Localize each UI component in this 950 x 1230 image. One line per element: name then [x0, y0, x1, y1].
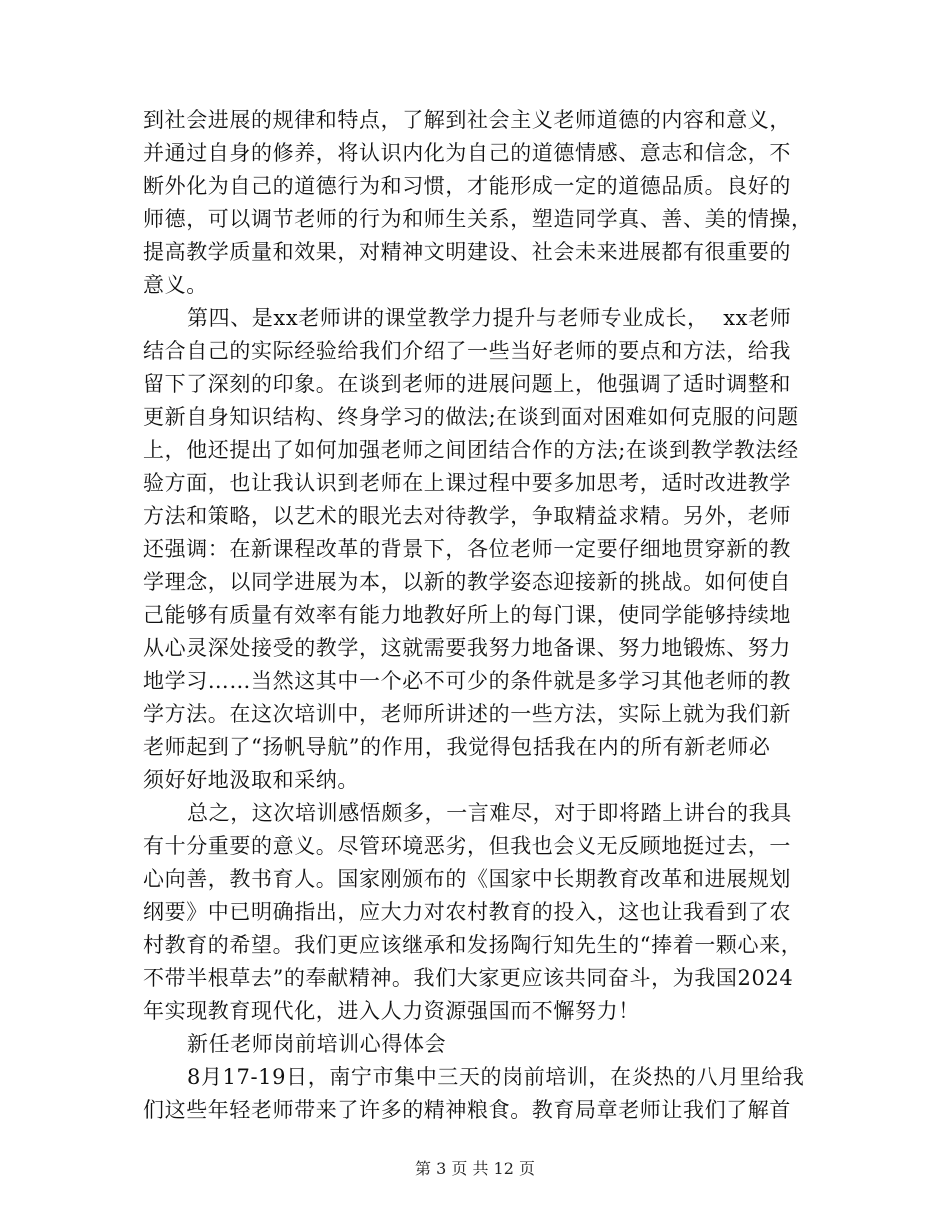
- text-line: 到社会进展的规律和特点，了解到社会主义老师道德的内容和意义，: [143, 108, 791, 132]
- text-line: 并通过自身的修养，将认识内化为自己的道德情感、意志和信念，不: [143, 141, 791, 165]
- text-line: 年实现教育现代化，进入人力资源强国而不懈努力！: [143, 999, 640, 1023]
- paragraph-first-line: 总之，这次培训感悟颇多，一言难尽，对于即将踏上讲台的我具: [187, 801, 792, 825]
- text-line: 们这些年轻老师带来了许多的精神粮食。教育局章老师让我们了解首: [143, 1098, 791, 1122]
- text-line: 留下了深刻的印象。在谈到老师的进展问题上，他强调了适时调整和: [143, 372, 791, 396]
- text-line: 师德，可以调节老师的行为和师生关系，塑造同学真、善、美的情操，: [143, 207, 813, 231]
- text-line: 结合自己的实际经验给我们介绍了一些当好老师的要点和方法，给我: [143, 339, 791, 363]
- page-number-footer: 第 3 页 共 12 页: [415, 1159, 535, 1178]
- text-line: 断外化为自己的道德行为和习惯，才能形成一定的道德品质。良好的: [143, 174, 791, 198]
- text-line: 上，他还提出了如何加强老师之间团结合作的方法;在谈到教学教法经: [143, 438, 799, 462]
- paragraph-first-line: 第四、是xx老师讲的课堂教学力提升与老师专业成长， xx老师: [187, 306, 792, 330]
- text-line: 学方法。在这次培训中，老师所讲述的一些方法，实际上就为我们新: [143, 702, 791, 726]
- text-line: 方法和策略，以艺术的眼光去对待教学，争取精益求精。另外，老师: [143, 504, 791, 528]
- text-line: 村教育的希望。我们更应该继承和发扬陶行知先生的“捧着一颗心来，: [143, 933, 803, 957]
- text-line: 老师起到了“扬帆导航”的作用，我觉得包括我在内的所有新老师必: [143, 735, 771, 759]
- text-line: 己能够有质量有效率有能力地教好所上的每门课，使同学能够持续地: [143, 603, 791, 627]
- text-line: 意义。: [143, 273, 208, 297]
- text-line: 更新自身知识结构、终身学习的做法;在谈到面对困难如何克服的问题: [143, 405, 799, 429]
- text-line: 地学习……当然这其中一个必不可少的条件就是多学习其他老师的教: [143, 669, 791, 693]
- text-line: 学理念，以同学进展为本，以新的教学姿态迎接新的挑战。如何使自: [143, 570, 791, 594]
- text-line: 心向善，教书育人。国家刚颁布的《国家中长期教育改革和进展规划: [143, 867, 791, 891]
- text-line: 有十分重要的意义。尽管环境恶劣，但我也会义无反顾地挺过去，一: [143, 834, 791, 858]
- text-line: 从心灵深处接受的教学，这就需要我努力地备课、努力地锻炼、努力: [143, 636, 791, 660]
- section-title: 新任老师岗前培训心得体会: [187, 1032, 447, 1056]
- text-line: 还强调：在新课程改革的背景下，各位老师一定要仔细地贯穿新的教: [143, 537, 791, 561]
- paragraph-first-line: 8月17-19日，南宁市集中三天的岗前培训，在炎热的八月里给我: [187, 1065, 805, 1089]
- text-line: 不带半根草去”的奉献精神。我们大家更应该共同奋斗，为我国2024: [143, 966, 794, 990]
- text-line: 须好好地汲取和采纳。: [143, 768, 359, 792]
- text-line: 提高教学质量和效果，对精神文明建设、社会未来进展都有很重要的: [143, 240, 791, 264]
- text-line: 纲要》中已明确指出，应大力对农村教育的投入，这也让我看到了农: [143, 900, 791, 924]
- text-line: 验方面，也让我认识到老师在上课过程中要多加思考，适时改进教学: [143, 471, 791, 495]
